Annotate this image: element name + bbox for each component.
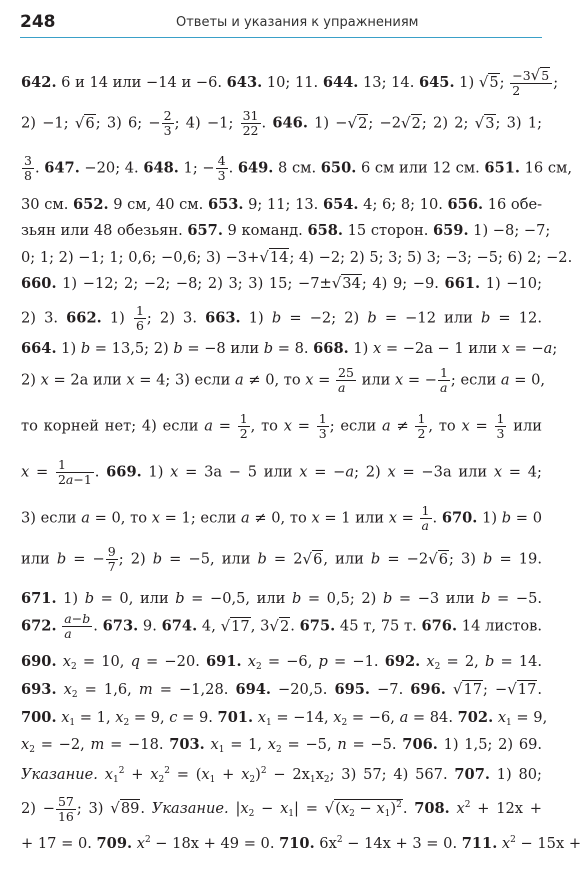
- header-rule: [20, 37, 542, 38]
- answer-line: 700. $x_1 = 1$, $x_2 = 9$, c = 9. 701. $x_1 = -14$, $x_2 = -6$, a = 84. 702. $x_1 = 9$,: [21, 709, 548, 728]
- answer-line: 693. $x_2 = 1,6$, m = −1,28. 694. −20,5. 695. −7. 696. √17; −√17.: [21, 680, 543, 700]
- answer-line: 690. $x_2 = 10$, q = −20. 691. $x_2 = -6$, p = −1. 692. $x_2 = 2$, b = 14.: [21, 653, 543, 672]
- answer-line: $\frac{3}{8}$ . 647. −20; 4. 648. 1; − $\frac{4}{3}$ . 649. 8 см. 650. 6 см или 12 см. 651. 16 см,: [24, 153, 572, 183]
- answer-line: 671. 1) b = 0, или b = −0,5, или b = 0,5; 2) b = −3 или b = −5.: [21, 590, 542, 607]
- answer-line: 660. 1) −12; 2; −2; −8; 2) 3; 3) 15; −7±√34; 4) 9; −9. 661. 1) −10;: [21, 274, 542, 292]
- answer-line: + 17 = 0. 709. $x^2 - 18x + 49 = 0$. 710. $6x^2 - 14x + 3 = 0$. 711. $x^2 - 15x$ +: [21, 835, 581, 852]
- answer-line: или b = − $\frac{9}{7}$ ; 2) b = −5, или b = 2√6, или b = −2√6; 3) b = 19.: [21, 544, 542, 574]
- answer-line: x = $\frac{1}{2a-1}$ . 669. 1) x = 3a − 5 или x = −a; 2) x = −3a или x = 4;: [21, 457, 542, 487]
- page-number: 248: [20, 12, 56, 32]
- answer-line: 3) если a = 0, то x = 1; если a ≠ 0, то x = 1 или x = $\frac{1}{a}$ . 670. 1) b = 0: [21, 503, 543, 533]
- answer-line: то корней нет; 4) если a = $\frac{1}{2}$ , то x = $\frac{1}{3}$ ; если a ≠ $\frac{1}{2}$ , то x = $\frac{1}{3}$ или: [21, 411, 542, 441]
- answer-line: 2) x = 2a или x = 4; 3) если a ≠ 0, то x = $\frac{25}{a}$ или x = − $\frac{1}{a}$ ; если a = 0,: [21, 365, 546, 395]
- running-title: Ответы и указания к упражнениям: [176, 15, 419, 30]
- answer-line: 2) −1; √6; 3) 6; − $\frac{2}{3}$ ; 4) −1; $\frac{31}{22}$ . 646. 1) −√2; −2√2; 2) 2; √3; 3) 1;: [21, 108, 543, 138]
- page-header: [20, 10, 542, 40]
- answer-line: зьян или 48 обезьян. 657. 9 команд. 658. 15 сторон. 659. 1) −8; −7;: [21, 222, 551, 239]
- answer-line: 2) − $\frac{57}{16}$ ; 3) √89. Указание. $|x_2 - x_1| = √(x_2 - x_1)^2$. 708. $x^2 + 12x$ +: [21, 793, 542, 824]
- answer-line: 664. 1) b = 13,5; 2) b = −8 или b = 8. 668. 1) x = −2a − 1 или x = −a;: [21, 340, 558, 357]
- answer-line: 0; 1; 2) −1; 1; 0,6; −0,6; 3) −3+√14; 4) −2; 2) 5; 3; 5) 3; −3; −5; 6) 2; −2.: [21, 248, 573, 266]
- answer-line: 30 см. 652. 9 см, 40 см. 653. 9; 11; 13. 654. 4; 6; 8; 10. 656. 16 обе-: [21, 196, 543, 213]
- answer-line: 642. 6 и 14 или −14 и −6. 643. 10; 11. 644. 13; 14. 645. 1) √5; $\frac{-3√5}{2}$ ;: [21, 66, 559, 98]
- answer-line: 2) 3. 662. 1) $\frac{1}{6}$ ; 2) 3. 663. 1) b = −2; 2) b = −12 или b = 12.: [21, 303, 542, 333]
- answer-line: $x_2 = -2$, m = −18. 703. $x_1 = 1$, $x_2 = -5$, n = −5. 706. 1) 1,5; 2) 69.: [21, 736, 543, 755]
- answer-line: 672. $\frac{a-b}{a}$ . 673. 9. 674. 4, √17, 3√2. 675. 45 т, 75 т. 676. 14 листов.: [21, 611, 542, 641]
- answer-line: Указание. $x_1^2 + x_2^2 = (x_1 + x_2)^2 - 2x_1x_2$; 3) 57; 4) 567. 707. 1) 80;: [21, 766, 542, 785]
